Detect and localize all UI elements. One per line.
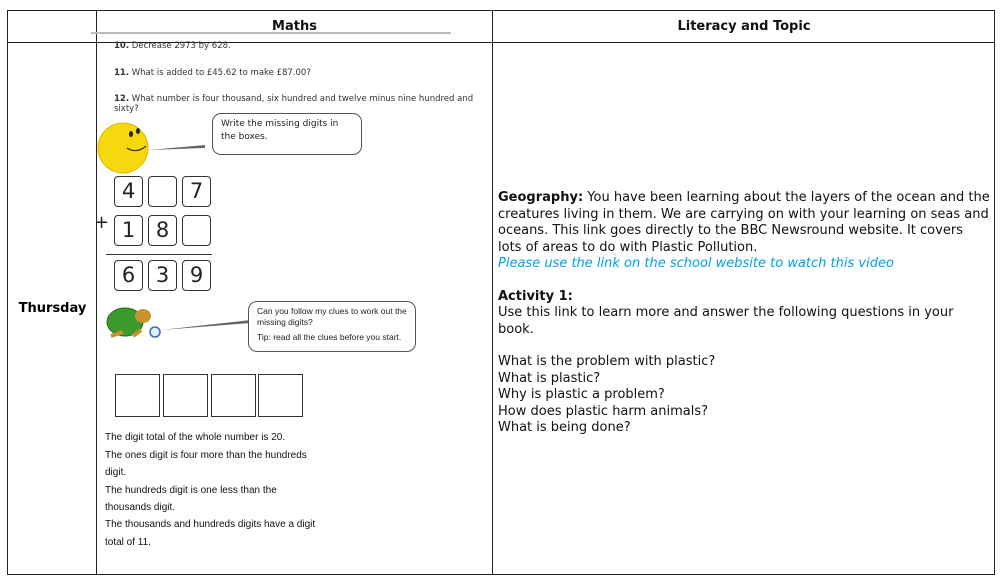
divider [91,32,451,34]
plus-sign: + [94,212,110,233]
digit-box: 4 [114,176,143,207]
digit-box-empty[interactable] [182,215,211,246]
literacy-content [498,190,990,437]
question-item: Why is plastic a problem? [498,387,665,402]
digit-box: 9 [182,260,211,291]
tortoise-icon [103,302,253,347]
question-11 [114,68,311,78]
question-10 [114,41,231,51]
smiley-icon [97,120,207,180]
digit-box-empty[interactable] [148,176,177,207]
geography-text: You have been learning about the layers of the ocean and the creatures living in them. We are carrying on with your learning on seas and oceans. This link goes directly to the BBC Newsround website. It covers lots of areas to do with Plastic Pollution. [498,190,990,255]
answer-box[interactable] [115,374,160,417]
answer-box[interactable] [211,374,256,417]
clue-line: The digit total of the whole number is 20. [105,432,286,443]
activity-label: Activity 1: [498,288,573,304]
question-item: What is plastic? [498,370,601,386]
bubble-text: Can you follow my clues to work out the missing digits? [257,306,407,327]
day-label: Thursday [18,301,87,316]
clue-line: total of 11. [105,537,151,548]
question-item: How does plastic harm animals? [498,403,709,419]
digit-box: 6 [114,260,143,291]
digit-box: 8 [148,215,177,246]
clue-line: digit. [105,467,127,478]
question-text: What number is four thousand, six hundred and twelve minus nine hundred and sixty? [114,94,474,114]
geography-label: Geography: [498,190,584,205]
clue-line: The thousands and hundreds digits have a digit [105,519,316,530]
divider [492,11,493,574]
digit-box: 7 [182,176,211,207]
digit-box: 1 [114,215,143,246]
video-link[interactable]: Please use the link on the school website to watch this video [498,256,894,271]
header-maths: Maths [272,19,317,34]
question-item: What is the problem with plastic? [498,354,716,369]
clue-line: thousands digit. [105,502,176,513]
clue-line: The hundreds digit is one less than the [105,485,277,496]
sum-line [106,254,212,255]
question-item: What is being done? [498,420,631,435]
bubble-tip: Tip: read all the clues before you start. [257,332,402,342]
answer-box[interactable] [258,374,303,417]
clue-line: The ones digit is four more than the hundreds [105,450,307,461]
maths-worksheet [89,32,485,563]
geography-paragraph [498,190,990,256]
question-number: 10. [114,41,130,51]
question-number: 12. [114,94,130,104]
header-literacy: Literacy and Topic [677,19,811,34]
activity-text: Use this link to learn more and answer the following questions in your book. [498,305,954,337]
question-number: 11. [114,68,130,78]
question-text: What is added to £45.62 to make £87.00? [131,68,311,78]
question-text: Decrease 2973 by 628. [131,41,231,51]
speech-bubble-instructions: Write the missing digits in the boxes. [212,113,362,155]
speech-bubble-clues [248,301,416,352]
question-12 [114,94,485,114]
digit-box: 3 [148,260,177,291]
answer-box[interactable] [163,374,208,417]
